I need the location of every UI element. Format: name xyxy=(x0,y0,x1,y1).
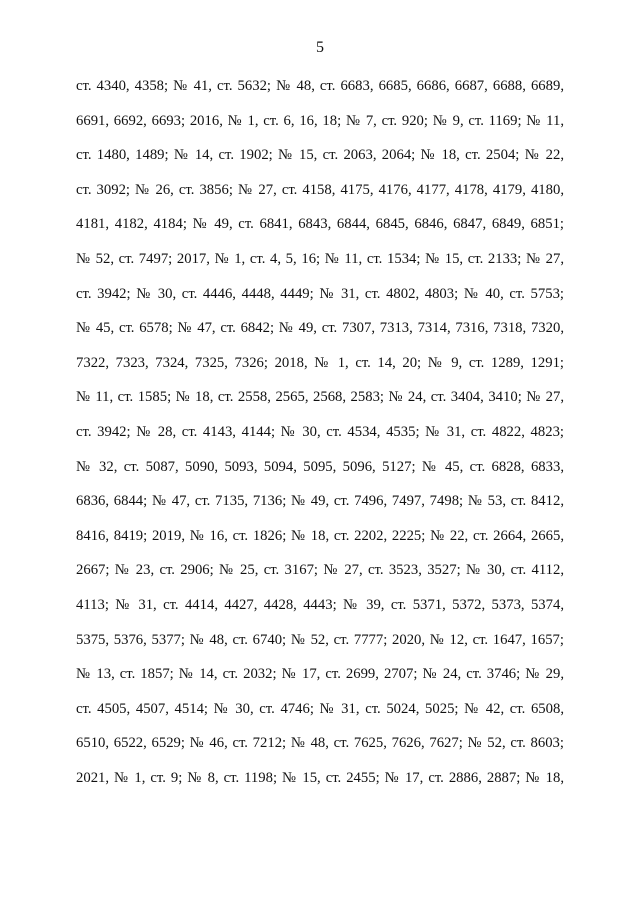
page-number: 5 xyxy=(316,39,324,56)
text-line: ст. 4340, 4358; № 41, ст. 5632; № 48, ст. 6683, 6685, 6686, 6687, 6688, 6689, xyxy=(76,78,564,94)
text-line: 2667; № 23, ст. 2906; № 25, ст. 3167; № 27, ст. 3523, 3527; № 30, ст. 4112, xyxy=(76,562,564,579)
text-line: № 52, ст. 7497; 2017, № 1, ст. 4, 5, 16; № 11, ст. 1534; № 15, ст. 2133; № 27, xyxy=(76,250,564,267)
text-line: № 13, ст. 1857; № 14, ст. 2032; № 17, ст. 2699, 2707; № 24, ст. 3746; № 29, xyxy=(76,666,564,683)
text-line: 6691, 6692, 6693; 2016, № 1, ст. 6, 16, 18; № 7, ст. 920; № 9, ст. 1169; № 11, xyxy=(76,112,564,129)
text-line: ст. 3942; № 28, ст. 4143, 4144; № 30, ст. 4534, 4535; № 31, ст. 4822, 4823; xyxy=(76,423,564,440)
text-line: ст. 3092; № 26, ст. 3856; № 27, ст. 4158, 4175, 4176, 4177, 4178, 4179, 4180, xyxy=(76,181,564,198)
text-line: 7322, 7323, 7324, 7325, 7326; 2018, № 1, ст. 14, 20; № 9, ст. 1289, 1291; xyxy=(76,354,564,371)
text-line: ст. 3942; № 30, ст. 4446, 4448, 4449; № 31, ст. 4802, 4803; № 40, ст. 5753; xyxy=(76,285,564,302)
text-line: 4181, 4182, 4184; № 49, ст. 6841, 6843, 6844, 6845, 6846, 6847, 6849, 6851; xyxy=(76,216,564,233)
text-line: № 45, ст. 6578; № 47, ст. 6842; № 49, ст. 7307, 7313, 7314, 7316, 7318, 7320, xyxy=(76,320,564,337)
text-line: 8416, 8419; 2019, № 16, ст. 1826; № 18, ст. 2202, 2225; № 22, ст. 2664, 2665, xyxy=(76,527,564,544)
text-line: ст. 4505, 4507, 4514; № 30, ст. 4746; № 31, ст. 5024, 5025; № 42, ст. 6508, xyxy=(76,700,564,717)
text-line: 2021, № 1, ст. 9; № 8, ст. 1198; № 15, ст. 2455; № 17, ст. 2886, 2887; № 18, xyxy=(76,769,564,786)
text-line: 5375, 5376, 5377; № 48, ст. 6740; № 52, ст. 7777; 2020, № 12, ст. 1647, 1657; xyxy=(76,631,564,648)
text-line: № 32, ст. 5087, 5090, 5093, 5094, 5095, 5096, 5127; № 45, ст. 6828, 6833, xyxy=(76,458,564,475)
text-line: № 11, ст. 1585; № 18, ст. 2558, 2565, 2568, 2583; № 24, ст. 3404, 3410; № 27, xyxy=(76,389,564,406)
text-line: 6510, 6522, 6529; № 46, ст. 7212; № 48, ст. 7625, 7626, 7627; № 52, ст. 8603; xyxy=(76,735,564,752)
text-line: ст. 1480, 1489; № 14, ст. 1902; № 15, ст. 2063, 2064; № 18, ст. 2504; № 22, xyxy=(76,147,564,164)
text-line: 6836, 6844; № 47, ст. 7135, 7136; № 49, ст. 7496, 7497, 7498; № 53, ст. 8412, xyxy=(76,493,564,510)
citation-paragraph xyxy=(76,75,564,801)
text-line: 4113; № 31, ст. 4414, 4427, 4428, 4443; № 39, ст. 5371, 5372, 5373, 5374, xyxy=(76,596,564,613)
